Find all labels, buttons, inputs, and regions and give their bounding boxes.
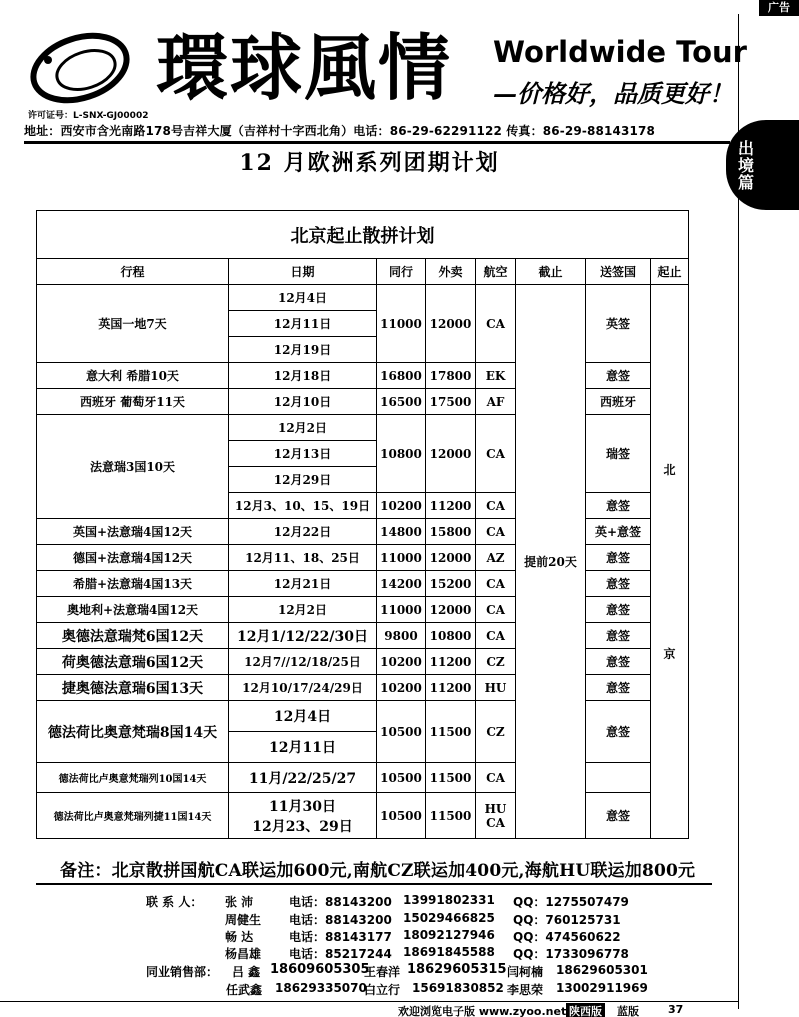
peer-price-cell: 10200	[377, 649, 426, 675]
date-cell: 12月4日	[229, 701, 377, 732]
route-cell: 荷奥德法意瑞6国12天	[37, 649, 229, 675]
visa-cell: 意签	[586, 597, 651, 623]
contact-qq: QQ：1275507479	[513, 895, 629, 909]
table-row	[37, 415, 689, 441]
peer-price-cell: 10500	[377, 701, 426, 763]
retail-price-cell: 11500	[426, 793, 476, 839]
airline-cell: EK	[476, 363, 516, 389]
retail-price-cell: 11200	[426, 649, 476, 675]
origin-top: 北	[663, 462, 676, 477]
date-cell: 12月29日	[229, 467, 377, 493]
retail-price-cell: 17800	[426, 363, 476, 389]
route-cell: 德国+法意瑞4国12天	[37, 545, 229, 571]
contact-name: 杨昌雄	[225, 947, 262, 961]
peer-price-cell: 11000	[377, 545, 426, 571]
contact-qq: QQ：1733096778	[513, 947, 629, 961]
visa-cell: 西班牙	[586, 389, 651, 415]
route-cell: 英国一地7天	[37, 285, 229, 363]
route-cell: 奥德法意瑞梵6国12天	[37, 623, 229, 649]
origin-bottom: 京	[663, 646, 676, 661]
route-cell: 英国+法意瑞4国12天	[37, 519, 229, 545]
remark-note: 备注：北京散拼国航CA联运加600元,南航CZ联运加400元,海航HU联运加800元	[60, 861, 696, 881]
peer-price-cell: 9800	[377, 623, 426, 649]
route-cell: 捷奥德法意瑞6国13天	[37, 675, 229, 701]
sales-mobile: 18609605305	[270, 962, 370, 977]
sales-mobile: 15691830852	[412, 981, 504, 995]
peer-price-cell: 14800	[377, 519, 426, 545]
retail-price-cell: 12000	[426, 285, 476, 363]
peer-price-cell: 10500	[377, 793, 426, 839]
table-row	[37, 571, 689, 597]
visa-cell	[586, 763, 651, 793]
origin-cell	[651, 285, 689, 839]
route-cell: 奥地利+法意瑞4国12天	[37, 597, 229, 623]
sales-mobile: 18629605301	[556, 963, 648, 977]
table-row	[37, 793, 689, 839]
date-line: 12月23、29日	[252, 818, 353, 835]
page-footer	[0, 1002, 739, 1017]
date-line: 11月30日	[269, 798, 336, 815]
airline-cell: CA	[476, 597, 516, 623]
peer-price-cell: 10200	[377, 493, 426, 519]
contact-mobile: 15029466825	[403, 911, 495, 925]
airline-cell: CA	[476, 493, 516, 519]
date-cell: 12月11、18、25日	[229, 545, 377, 571]
visa-cell: 意签	[586, 571, 651, 597]
visa-cell: 意签	[586, 675, 651, 701]
brand-chinese-name: 環球風情	[156, 26, 453, 110]
airline-cell: CA	[476, 285, 516, 363]
header-divider	[24, 141, 730, 144]
sales-label: 同业销售部：	[146, 965, 219, 979]
contact-tel: 电话：88143200	[289, 913, 392, 927]
peer-price-cell: 10200	[377, 675, 426, 701]
date-cell: 12月3、10、15、19日	[229, 493, 377, 519]
col-header-visa: 送签国	[586, 259, 651, 285]
col-header-route: 行程	[37, 259, 229, 285]
table-row	[37, 285, 689, 311]
footer-website-text: 欢迎浏览电子版 www.zyoo.net	[398, 1005, 567, 1017]
date-cell: 12月22日	[229, 519, 377, 545]
visa-cell: 意签	[586, 363, 651, 389]
col-header-origin: 起止	[651, 259, 689, 285]
license-number: 许可证号：L-SNX-GJ00002	[28, 111, 149, 121]
schedule-table	[36, 210, 689, 839]
retail-price-cell: 17500	[426, 389, 476, 415]
route-cell: 意大利 希腊10天	[37, 363, 229, 389]
brand-english-name: Worldwide Tour	[493, 35, 747, 69]
col-header-date: 日期	[229, 259, 377, 285]
sales-name: 李思荣	[507, 983, 544, 997]
retail-price-cell: 11200	[426, 493, 476, 519]
ad-label: 广告	[759, 0, 799, 16]
airline-cell: CZ	[476, 649, 516, 675]
contact-mobile: 18092127946	[403, 928, 495, 942]
contact-name: 畅 达	[225, 930, 254, 944]
table-row	[37, 597, 689, 623]
route-cell: 希腊+法意瑞4国13天	[37, 571, 229, 597]
date-cell: 12月18日	[229, 363, 377, 389]
retail-price-cell: 12000	[426, 415, 476, 493]
sales-mobile: 18629605315	[407, 962, 507, 977]
contact-tel: 电话：88143177	[289, 930, 392, 944]
date-cell: 12月11日	[229, 732, 377, 763]
date-cell: 12月4日	[229, 285, 377, 311]
table-row	[37, 363, 689, 389]
route-cell: 德法荷比奥意梵瑞8国14天	[37, 701, 229, 763]
visa-cell: 意签	[586, 545, 651, 571]
airline-cell: AF	[476, 389, 516, 415]
visa-cell: 英签	[586, 285, 651, 363]
contact-mobile: 18691845588	[403, 945, 495, 959]
peer-price-cell: 11000	[377, 597, 426, 623]
table-row	[37, 519, 689, 545]
edition-badge: 陕西版	[566, 1003, 605, 1017]
visa-cell: 意签	[586, 701, 651, 763]
visa-cell: 意签	[586, 793, 651, 839]
route-cell: 德法荷比卢奥意梵瑞列捷11国14天	[37, 793, 229, 839]
sales-name: 王春洋	[364, 965, 401, 979]
contact-tel: 电话：88143200	[289, 895, 392, 909]
airline-cell: AZ	[476, 545, 516, 571]
route-cell: 西班牙 葡萄牙11天	[37, 389, 229, 415]
peer-price-cell: 16800	[377, 363, 426, 389]
globe-logo-icon	[28, 30, 138, 110]
date-cell: 12月1/12/22/30日	[229, 623, 377, 649]
airline-cell: CA	[476, 763, 516, 793]
contact-mobile: 13991802331	[403, 893, 495, 907]
retail-price-cell: 11500	[426, 763, 476, 793]
airline-cell: HU	[476, 675, 516, 701]
airline-line: CA	[486, 815, 505, 830]
contact-name: 周健生	[225, 913, 262, 927]
date-cell: 12月10日	[229, 389, 377, 415]
airline-cell: CA	[476, 415, 516, 493]
contact-tel: 电话：85217244	[289, 947, 392, 961]
airline-cell: CA	[476, 623, 516, 649]
contact-name: 张 沛	[225, 895, 254, 909]
peer-price-cell: 11000	[377, 285, 426, 363]
contact-label: 联 系 人：	[146, 895, 203, 909]
airline-cell	[476, 793, 516, 839]
airline-line: HU	[484, 801, 507, 816]
sales-name: 任武鑫	[226, 983, 263, 997]
page-number: 37	[668, 1003, 684, 1016]
company-address: 地址：西安市含光南路178号吉祥大厦（吉祥村十字西北角）电话：86-29-62291122 传真：86-29-88143178	[24, 124, 655, 138]
page-title: 12 月欧洲系列团期计划	[239, 150, 500, 176]
date-cell: 12月7//12/18/25日	[229, 649, 377, 675]
sales-mobile: 18629335070	[275, 981, 367, 995]
airline-cell: CZ	[476, 701, 516, 763]
brand-slogan: —价格好，品质更好！	[493, 79, 733, 108]
date-cell: 11月/22/25/27	[229, 763, 377, 793]
retail-price-cell: 12000	[426, 545, 476, 571]
date-cell: 12月19日	[229, 337, 377, 363]
peer-price-cell: 10500	[377, 763, 426, 793]
date-cell: 12月2日	[229, 415, 377, 441]
visa-cell: 英+意签	[586, 519, 651, 545]
sales-mobile: 13002911969	[556, 981, 648, 995]
date-cell	[229, 793, 377, 839]
sales-name: 闫柯楠	[507, 965, 544, 979]
table-row	[37, 649, 689, 675]
retail-price-cell: 11200	[426, 675, 476, 701]
date-cell: 12月13日	[229, 441, 377, 467]
visa-cell: 意签	[586, 649, 651, 675]
visa-cell: 瑞签	[586, 415, 651, 493]
col-header-peer-price: 同行	[377, 259, 426, 285]
sales-name: 白立行	[364, 983, 401, 997]
table-row	[37, 545, 689, 571]
col-header-airline: 航空	[476, 259, 516, 285]
col-header-retail-price: 外卖	[426, 259, 476, 285]
retail-price-cell: 11500	[426, 701, 476, 763]
date-cell: 12月2日	[229, 597, 377, 623]
route-cell: 法意瑞3国10天	[37, 415, 229, 519]
route-cell: 德法荷比卢奥意梵瑞列10国14天	[37, 763, 229, 793]
retail-price-cell: 10800	[426, 623, 476, 649]
edition-label: 蓝版	[617, 1005, 639, 1017]
peer-price-cell: 16500	[377, 389, 426, 415]
airline-cell: CA	[476, 571, 516, 597]
retail-price-cell: 15800	[426, 519, 476, 545]
deadline-cell: 提前20天	[516, 285, 586, 839]
visa-cell: 意签	[586, 623, 651, 649]
table-row	[37, 623, 689, 649]
section-tab-label: 出境篇	[737, 139, 754, 192]
contact-qq: QQ：760125731	[513, 913, 621, 927]
col-header-deadline: 截止	[516, 259, 586, 285]
table-row	[37, 389, 689, 415]
table-row	[37, 701, 689, 732]
contact-qq: QQ：474560622	[513, 930, 621, 944]
retail-price-cell: 12000	[426, 597, 476, 623]
airline-cell: CA	[476, 519, 516, 545]
date-cell: 12月10/17/24/29日	[229, 675, 377, 701]
sales-name: 吕 鑫	[232, 965, 261, 979]
peer-price-cell: 10800	[377, 415, 426, 493]
date-cell: 12月11日	[229, 311, 377, 337]
table-row	[37, 675, 689, 701]
date-cell: 12月21日	[229, 571, 377, 597]
peer-price-cell: 14200	[377, 571, 426, 597]
contacts-divider	[36, 883, 712, 885]
table-title: 北京起止散拼计划	[37, 211, 689, 259]
visa-cell: 意签	[586, 493, 651, 519]
table-row	[37, 763, 689, 793]
retail-price-cell: 15200	[426, 571, 476, 597]
